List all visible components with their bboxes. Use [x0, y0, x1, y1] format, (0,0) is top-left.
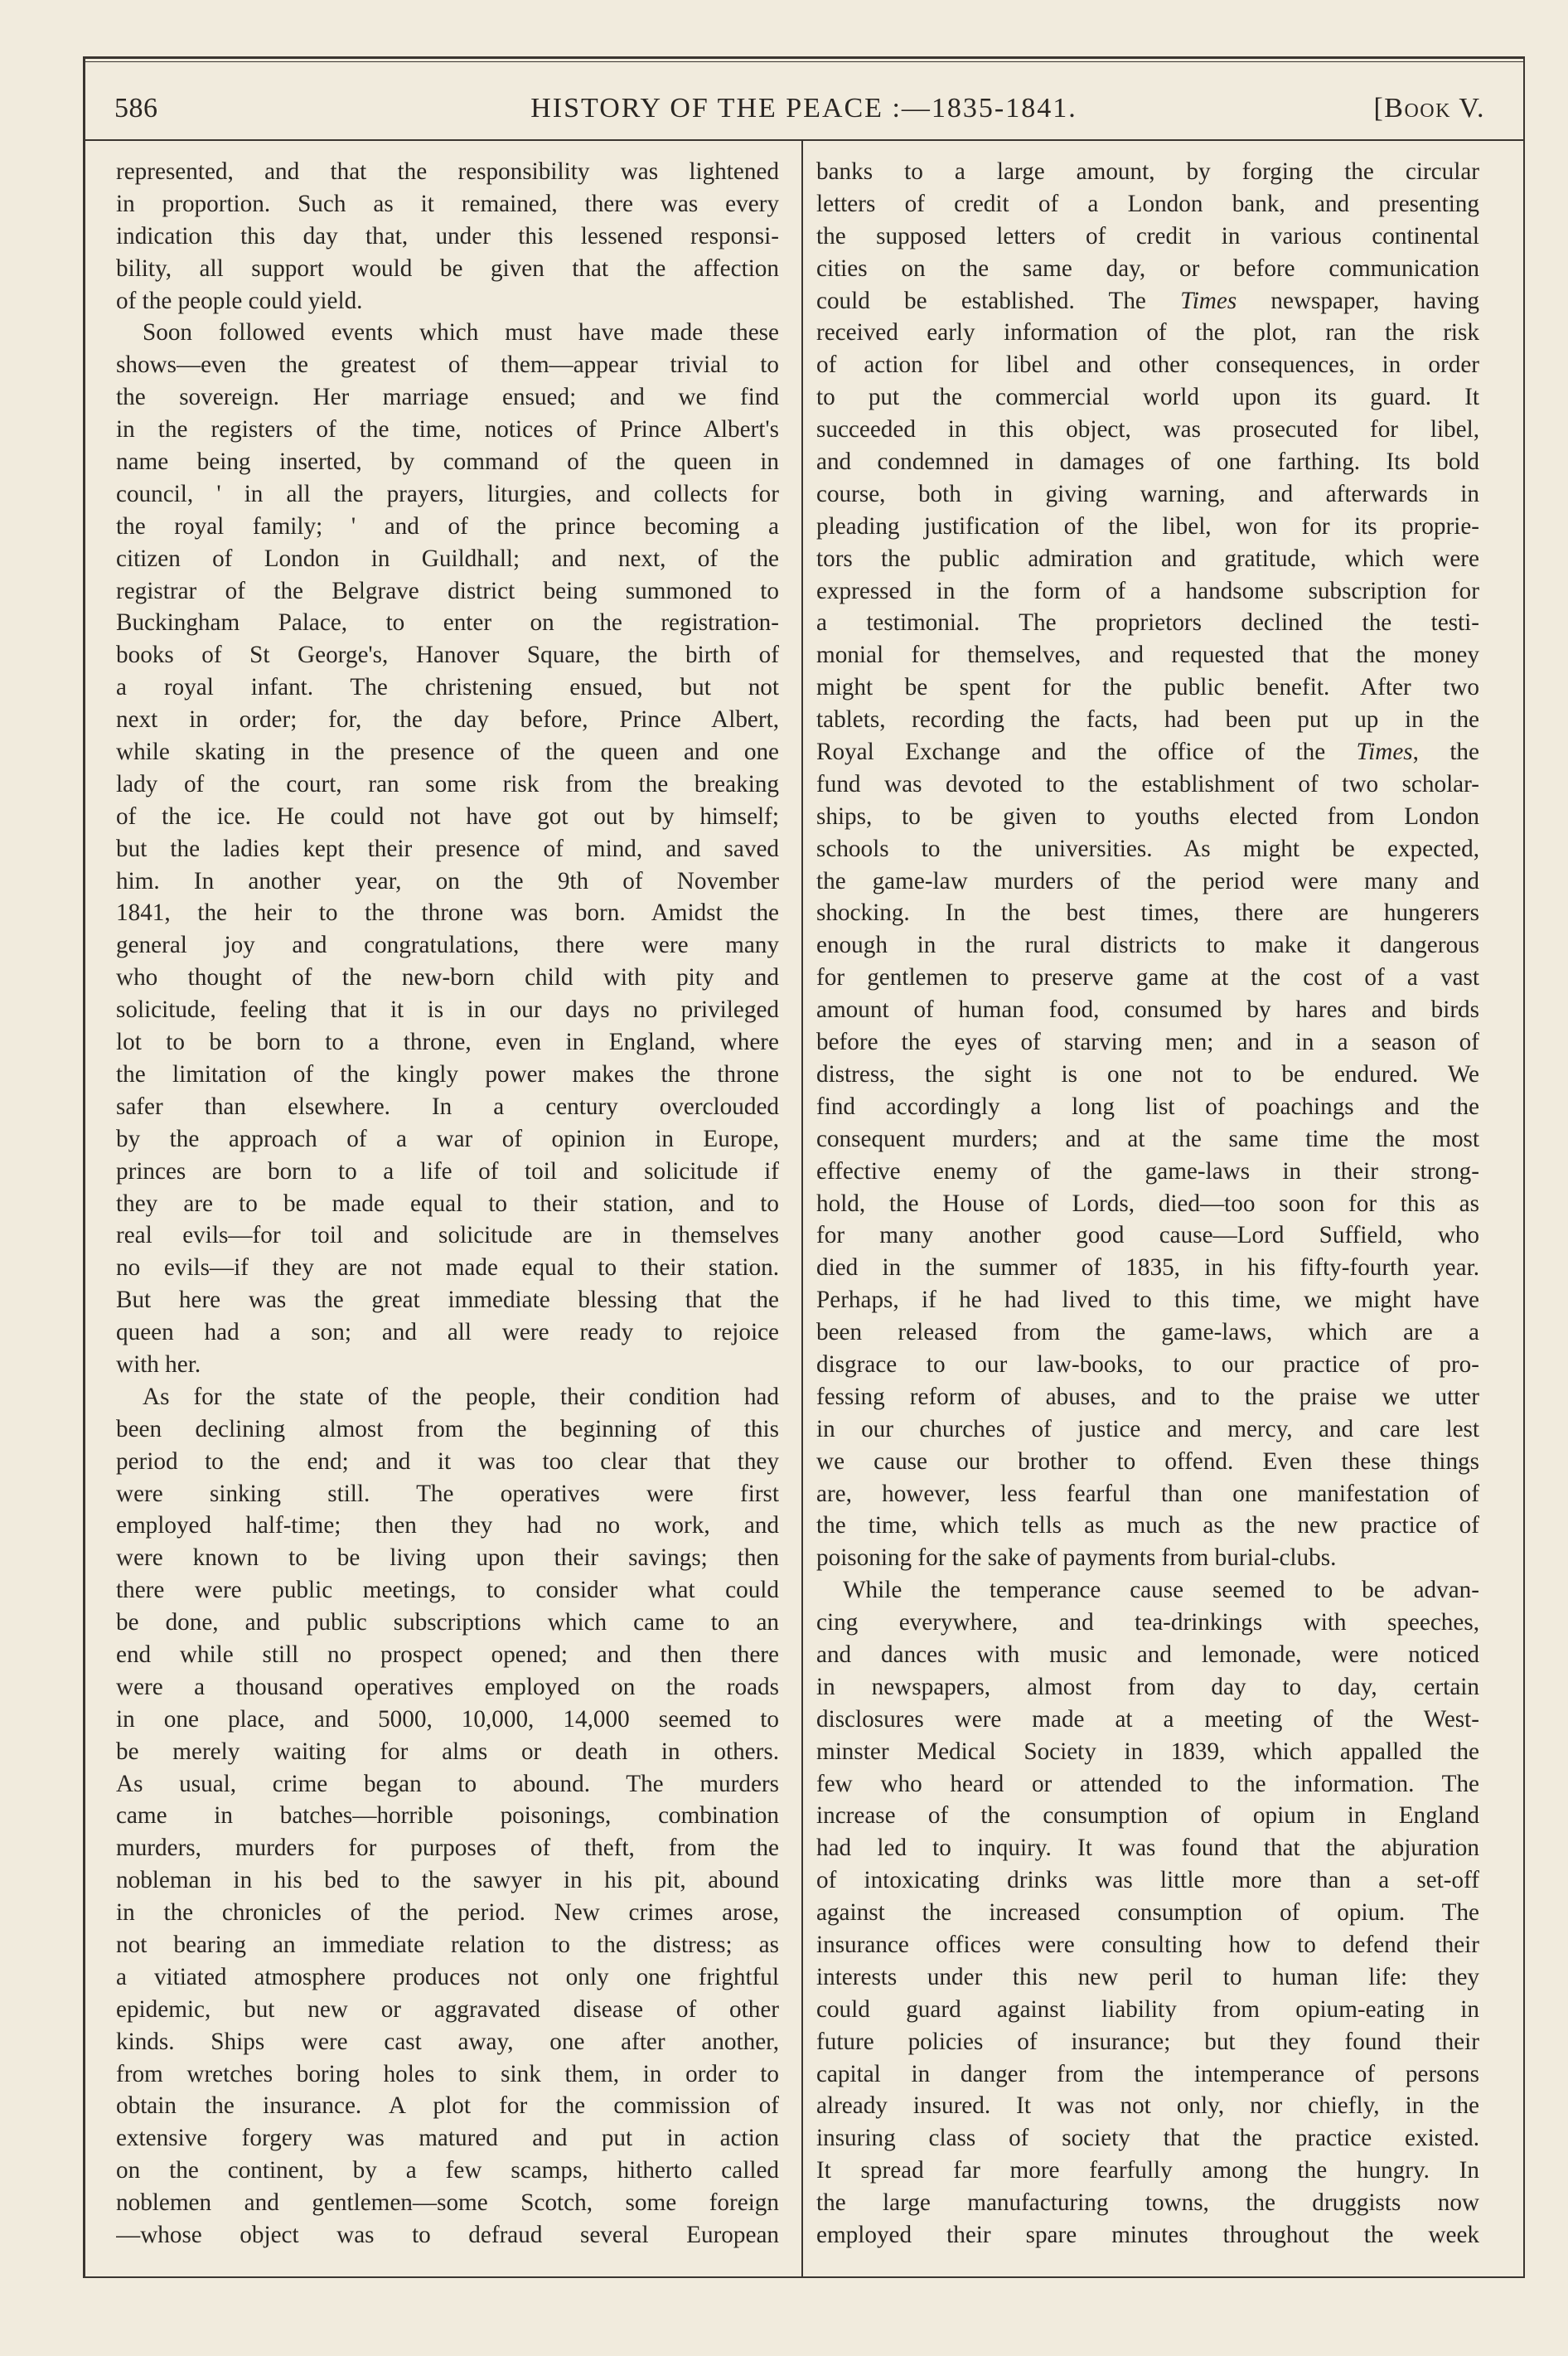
text-line: few who heard or attended to the information. The: [816, 1770, 1479, 1797]
text-line: the limitation of the kingly power makes the throne: [116, 1060, 779, 1088]
right-border-rule: [1523, 56, 1525, 2278]
text-line: indication this day that, under this lessened responsi-: [116, 222, 779, 250]
text-line: ships, to be given to youths elected from London: [816, 802, 1479, 830]
text-line: schools to the universities. As might be expected,: [816, 835, 1479, 862]
bottom-border-rule: [83, 2276, 1525, 2278]
text-line: for gentlemen to preserve game at the cost of a vast: [816, 964, 1479, 991]
text-line: were known to be living upon their savings; then: [116, 1544, 779, 1572]
text-line: in newspapers, almost from day to day, certain: [816, 1673, 1479, 1700]
text-line: the sovereign. Her marriage ensued; and we find: [116, 384, 779, 411]
text-line: princes are born to a life of toil and solicitude if: [116, 1157, 779, 1185]
text-line: had led to inquiry. It was found that the abjuration: [816, 1835, 1479, 1862]
text-line: a royal infant. The christening ensued, but not: [116, 674, 779, 701]
text-line: received early information of the plot, ran the risk: [816, 319, 1479, 347]
text-line: in one place, and 5000, 10,000, 14,000 seemed to: [116, 1705, 779, 1733]
text-line: who thought of the new-born child with pity and: [116, 964, 779, 991]
text-line: banks to a large amount, by forging the circular: [816, 158, 1479, 185]
text-line: could be established. The Times newspaper, having: [816, 287, 1479, 314]
text-line: succeeded in this object, was prosecuted for libel,: [816, 416, 1479, 444]
text-line: employed their spare minutes throughout the week: [816, 2222, 1479, 2248]
text-line: As usual, crime began to abound. The murders: [116, 1770, 779, 1797]
text-line: nobleman in his bed to the sawyer in his pit, abound: [116, 1867, 779, 1894]
text-line: be merely waiting for alms or death in others.: [116, 1738, 779, 1765]
text-line: tablets, recording the facts, had been put up in the: [816, 706, 1479, 734]
text-line: lot to be born to a throne, even in England, where: [116, 1029, 779, 1056]
text-line: real evils—for toil and solicitude are in themselves: [116, 1222, 779, 1249]
text-line: were sinking still. The operatives were first: [116, 1480, 779, 1507]
text-line: Perhaps, if he had lived to this time, we might have: [816, 1287, 1479, 1314]
text-line: and dances with music and lemonade, were noticed: [816, 1641, 1479, 1668]
text-line: insurance offices were consulting how to defend their: [816, 1931, 1479, 1958]
text-line: distress, the sight is one not to be endured. We: [816, 1060, 1479, 1088]
text-line: epidemic, but new or aggravated disease of other: [116, 1995, 779, 2023]
text-line: fessing reform of abuses, and to the praise we utter: [816, 1383, 1479, 1410]
text-line: —whose object was to defraud several European: [116, 2222, 779, 2248]
right-column: [816, 156, 1479, 2252]
text-line: disgrace to our law-books, to our practice of pro-: [816, 1350, 1479, 1378]
text-line: hold, the House of Lords, died—too soon for this as: [816, 1190, 1479, 1217]
text-line: end while still no prospect opened; and then there: [116, 1641, 779, 1668]
text-line: but the ladies kept their presence of mind, and saved: [116, 835, 779, 862]
text-line: next in order; for, the day before, Prince Albert,: [116, 706, 779, 734]
text-line: find accordingly a long list of poachings and the: [816, 1093, 1479, 1120]
text-line: amount of human food, consumed by hares and birds: [816, 996, 1479, 1024]
left-column: [116, 156, 779, 2252]
text-line: while skating in the presence of the queen and one: [116, 739, 779, 766]
text-line: shocking. In the best times, there are hungerers: [816, 899, 1479, 927]
text-line: Buckingham Palace, to enter on the registration-: [116, 609, 779, 637]
text-line: already insured. It was not only, nor chiefly, in the: [816, 2092, 1479, 2120]
text-line: insuring class of society that the practice existed.: [816, 2125, 1479, 2152]
text-line: came in batches—horrible poisonings, combination: [116, 1802, 779, 1830]
text-line: of the people could yield.: [116, 287, 363, 314]
text-line: there were public meetings, to consider what could: [116, 1577, 779, 1604]
text-line: and condemned in damages of one farthing. Its bold: [816, 448, 1479, 476]
text-line: obtain the insurance. A plot for the commission of: [116, 2092, 779, 2120]
running-title: HISTORY OF THE PEACE :—1835-1841.: [530, 93, 1077, 124]
text-line: safer than elsewhere. In a century overclouded: [116, 1093, 779, 1120]
text-line: kinds. Ships were cast away, one after another,: [116, 2028, 779, 2055]
text-line: consequent murders; and at the same time the most: [816, 1125, 1479, 1152]
text-line: him. In another year, on the 9th of November: [116, 867, 779, 894]
text-line: murders, murders for purposes of theft, from the: [116, 1835, 779, 1862]
book-label: [Book V.: [1373, 93, 1485, 124]
text-line: no evils—if they are not made equal to their station.: [116, 1254, 779, 1282]
text-line: they are to be made equal to their station, and to: [116, 1190, 779, 1217]
column-divider: [801, 141, 803, 2276]
text-line: of intoxicating drinks was little more than a set-off: [816, 1867, 1479, 1894]
text-line: While the temperance cause seemed to be advan-: [843, 1577, 1479, 1604]
text-line: disclosures were made at a meeting of the West-: [816, 1705, 1479, 1733]
text-line: 1841, the heir to the throne was born. Amidst the: [116, 899, 779, 927]
text-line: letters of credit of a London bank, and presenting: [816, 190, 1479, 217]
text-line: poisoning for the sake of payments from burial-clubs.: [816, 1544, 1337, 1572]
text-line: Royal Exchange and the office of the Times, the: [816, 739, 1479, 766]
text-line: extensive forgery was matured and put in action: [116, 2125, 779, 2152]
text-line: Soon followed events which must have made these: [143, 319, 779, 347]
text-line: a testimonial. The proprietors declined the testi-: [816, 609, 1479, 637]
text-line: capital in danger from the intemperance of persons: [816, 2060, 1479, 2087]
text-line: interests under this new peril to human life: they: [816, 1963, 1479, 1990]
text-line: in our churches of justice and mercy, and care lest: [816, 1415, 1479, 1442]
text-line: could guard against liability from opium-eating in: [816, 1995, 1479, 2023]
text-line: of action for libel and other consequences, in order: [816, 351, 1479, 379]
text-line: against the increased consumption of opium. The: [816, 1899, 1479, 1927]
text-line: increase of the consumption of opium in England: [816, 1802, 1479, 1830]
text-line: employed half-time; then they had no work, and: [116, 1512, 779, 1539]
text-line: tors the public admiration and gratitude, which were: [816, 545, 1479, 572]
text-line: cing everywhere, and tea-drinkings with speeches,: [816, 1609, 1479, 1636]
text-line: As for the state of the people, their condition had: [143, 1383, 779, 1410]
text-line: monial for themselves, and requested that the money: [816, 642, 1479, 669]
top-border-rule: [83, 56, 1525, 59]
text-line: been declining almost from the beginning of this: [116, 1415, 779, 1442]
text-line: to put the commercial world upon its guard. It: [816, 384, 1479, 411]
text-line: of the ice. He could not have got out by himself;: [116, 802, 779, 830]
text-line: cities on the same day, or before communication: [816, 255, 1479, 282]
text-line: period to the end; and it was too clear that they: [116, 1447, 779, 1475]
text-line: shows—even the greatest of them—appear trivial to: [116, 351, 779, 379]
text-line: course, both in giving warning, and afterwards in: [816, 480, 1479, 507]
top-border-inner-rule: [83, 61, 1525, 62]
text-line: with her.: [116, 1350, 201, 1378]
text-line: by the approach of a war of opinion in Europe,: [116, 1125, 779, 1152]
text-line: solicitude, feeling that it is in our days no privileged: [116, 996, 779, 1024]
page-number: 586: [114, 93, 158, 124]
text-line: on the continent, by a few scamps, hitherto called: [116, 2157, 779, 2184]
text-line: a vitiated atmosphere produces not only one frightful: [116, 1963, 779, 1990]
text-line: the royal family; ' and of the prince becoming a: [116, 512, 779, 540]
text-line: It spread far more fearfully among the hungry. In: [816, 2157, 1479, 2184]
text-line: general joy and congratulations, there were many: [116, 932, 779, 959]
text-line: in the chronicles of the period. New crimes arose,: [116, 1899, 779, 1927]
text-line: be done, and public subscriptions which came to an: [116, 1609, 779, 1636]
text-line: enough in the rural districts to make it dangerous: [816, 932, 1479, 959]
left-border-rule: [83, 56, 85, 2278]
text-line: we cause our brother to offend. Even these things: [816, 1447, 1479, 1475]
text-line: citizen of London in Guildhall; and next, of the: [116, 545, 779, 572]
text-line: future policies of insurance; but they found their: [816, 2028, 1479, 2055]
text-line: the large manufacturing towns, the druggists now: [816, 2189, 1479, 2217]
text-line: books of St George's, Hanover Square, the birth of: [116, 642, 779, 669]
text-line: expressed in the form of a handsome subscription for: [816, 577, 1479, 604]
text-line: been released from the game-laws, which are a: [816, 1319, 1479, 1346]
text-line: lady of the court, ran some risk from the breaking: [116, 770, 779, 797]
text-line: might be spent for the public benefit. After two: [816, 674, 1479, 701]
text-line: not bearing an immediate relation to the distress; as: [116, 1931, 779, 1958]
text-line: the supposed letters of credit in various continental: [816, 222, 1479, 250]
text-line: fund was devoted to the establishment of two scholar-: [816, 770, 1479, 797]
text-line: noblemen and gentlemen—some Scotch, some foreign: [116, 2189, 779, 2217]
text-line: registrar of the Belgrave district being summoned to: [116, 577, 779, 604]
text-line: from wretches boring holes to sink them, in order to: [116, 2060, 779, 2087]
text-line: council, ' in all the prayers, liturgies, and collects for: [116, 480, 779, 507]
text-line: for many another good cause—Lord Suffield, who: [816, 1222, 1479, 1249]
text-line: queen had a son; and all were ready to rejoice: [116, 1319, 779, 1346]
text-line: But here was the great immediate blessing that the: [116, 1287, 779, 1314]
header-rule: [83, 139, 1525, 141]
text-line: died in the summer of 1835, in his fifty-fourth year.: [816, 1254, 1479, 1282]
page-header: [83, 83, 1525, 133]
text-line: in the registers of the time, notices of Prince Albert's: [116, 416, 779, 444]
text-line: represented, and that the responsibility was lightened: [116, 158, 779, 185]
text-line: minster Medical Society in 1839, which appalled the: [816, 1738, 1479, 1765]
text-line: before the eyes of starving men; and in a season of: [816, 1029, 1479, 1056]
text-line: name being inserted, by command of the queen in: [116, 448, 779, 476]
text-line: pleading justification of the libel, won for its proprie-: [816, 512, 1479, 540]
text-line: were a thousand operatives employed on the roads: [116, 1673, 779, 1700]
text-line: effective enemy of the game-laws in their strong-: [816, 1157, 1479, 1185]
text-line: are, however, less fearful than one manifestation of: [816, 1480, 1479, 1507]
text-line: the time, which tells as much as the new practice of: [816, 1512, 1479, 1539]
text-line: the game-law murders of the period were many and: [816, 867, 1479, 894]
text-line: bility, all support would be given that the affection: [116, 255, 779, 282]
text-line: in proportion. Such as it remained, there was every: [116, 190, 779, 217]
